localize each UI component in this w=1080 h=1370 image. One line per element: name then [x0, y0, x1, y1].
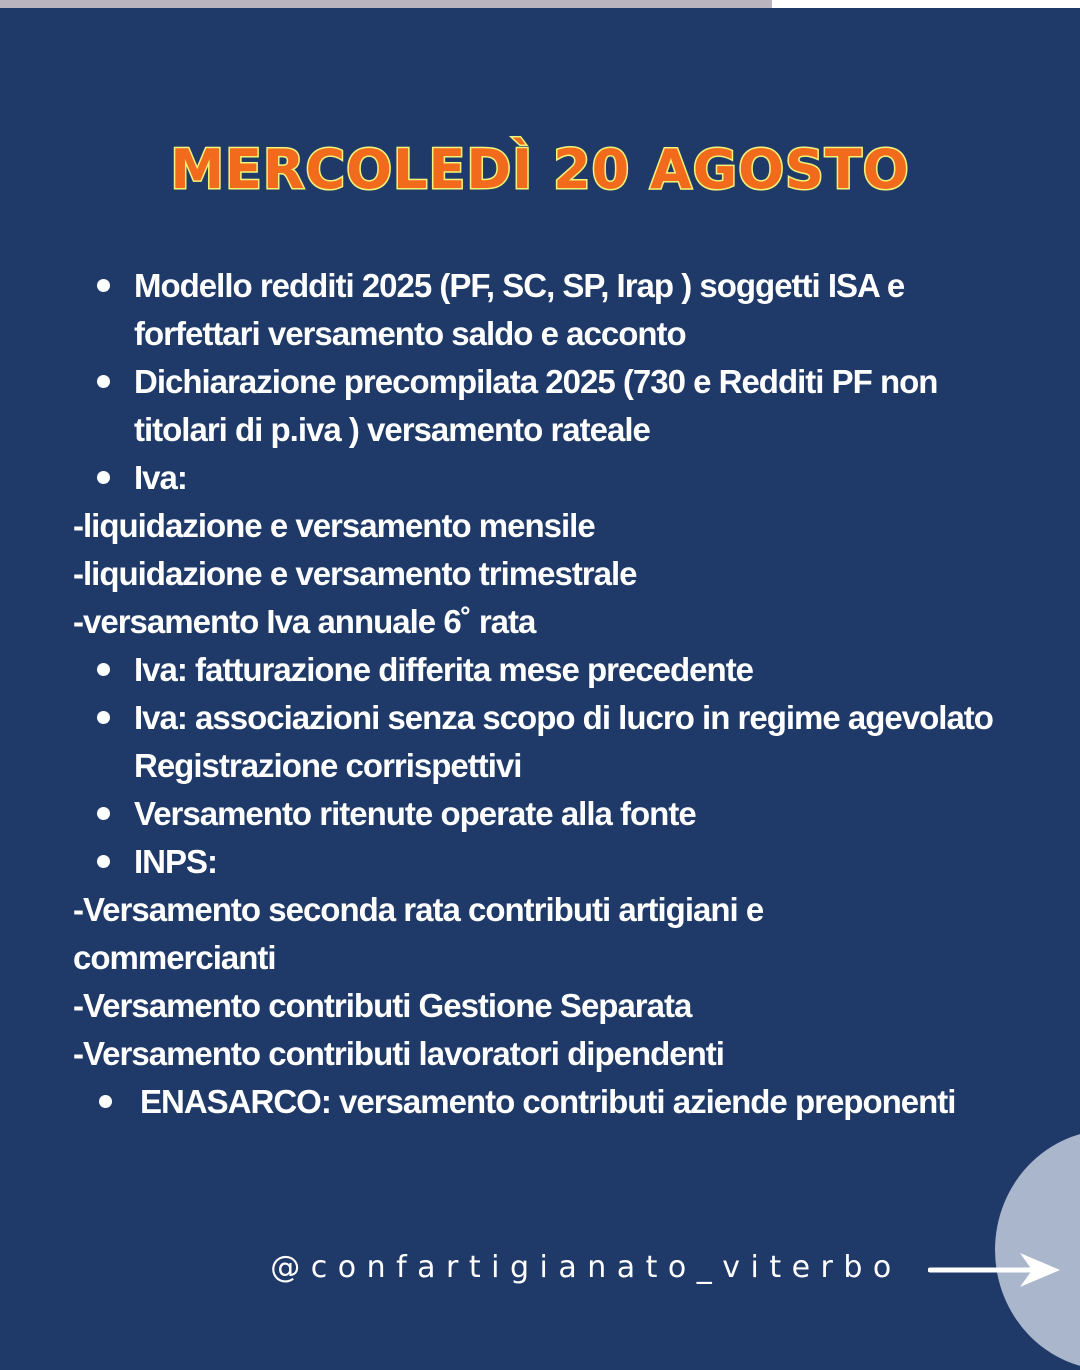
- list-item: INPS:: [0, 838, 1080, 886]
- list-item: Iva: associazioni senza scopo di lucro in regime agevolato: [0, 694, 1080, 742]
- bullet-icon: [97, 711, 110, 724]
- sub-item: -liquidazione e versamento trimestrale: [73, 555, 637, 592]
- bullet-icon: [97, 471, 110, 484]
- social-handle: @confartigianato_viterbo: [270, 1250, 902, 1285]
- bullet-icon: [99, 1095, 112, 1108]
- list-item-continuation: forfettari versamento saldo e acconto: [134, 315, 686, 352]
- list-item: ENASARCO: versamento contributi aziende preponenti: [0, 1078, 1080, 1126]
- list-item: Iva:: [0, 454, 1080, 502]
- arrow-right-icon[interactable]: [928, 1250, 1064, 1290]
- sub-item: -versamento Iva annuale 6˚ rata: [73, 603, 536, 640]
- list-item-continuation: Registrazione corrispettivi: [134, 747, 522, 784]
- story-progress-fill: [0, 0, 772, 8]
- list-item: Dichiarazione precompilata 2025 (730 e Redditi PF non: [0, 358, 1080, 406]
- sub-item: -Versamento contributi Gestione Separata: [73, 987, 692, 1024]
- list-item: Versamento ritenute operate alla fonte: [0, 790, 1080, 838]
- sub-item: -liquidazione e versamento mensile: [73, 507, 595, 544]
- bullet-icon: [97, 279, 110, 292]
- page-title: MERCOLEDÌ 20 AGOSTO: [170, 138, 910, 201]
- sub-item: commercianti: [73, 939, 276, 976]
- bullet-icon: [97, 855, 110, 868]
- list-item-continuation: titolari di p.iva ) versamento rateale: [134, 411, 650, 448]
- sub-item: -Versamento contributi lavoratori dipendenti: [73, 1035, 724, 1072]
- sub-item: -Versamento seconda rata contributi artigiani e: [73, 891, 764, 928]
- bullet-icon: [97, 375, 110, 388]
- list-item: Modello redditi 2025 (PF, SC, SP, Irap ) soggetti ISA e: [0, 262, 1080, 310]
- list-item: Iva: fatturazione differita mese precedente: [0, 646, 1080, 694]
- deadline-list: [0, 262, 1080, 1126]
- bullet-icon: [97, 663, 110, 676]
- bullet-icon: [97, 807, 110, 820]
- story-progress-track: [0, 0, 1080, 8]
